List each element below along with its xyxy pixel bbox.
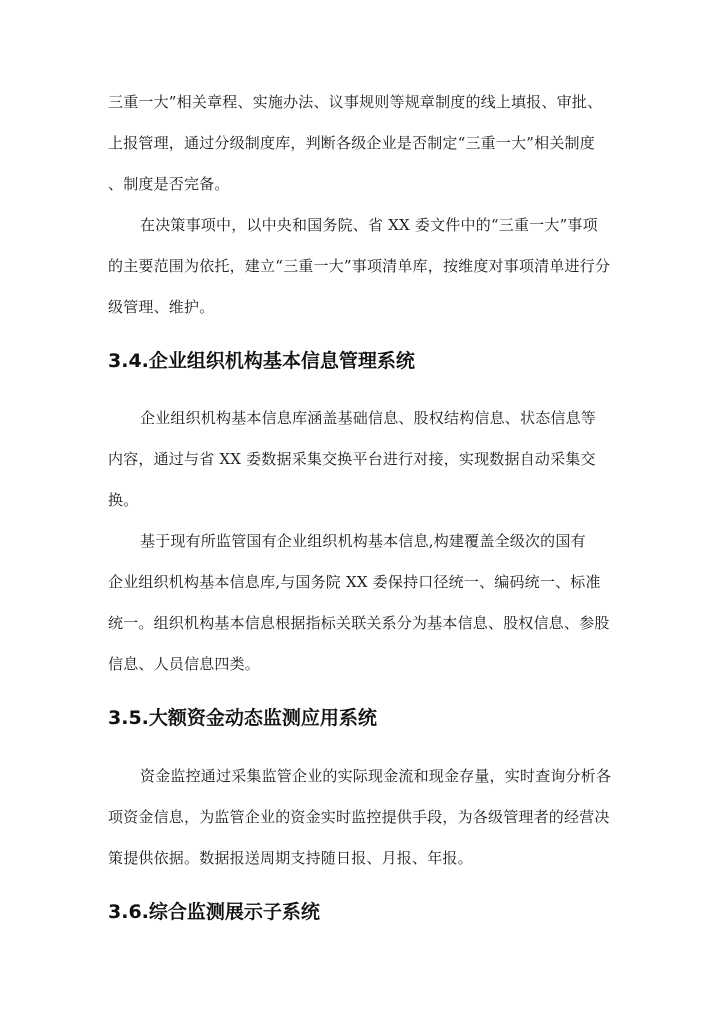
paragraph-line: 统一。组织机构基本信息根据指标关联关系分为基本信息、股权信息、参股 (108, 614, 610, 632)
paragraph-line: 项资金信息，为监管企业的资金实时监控提供手段，为各级管理者的经营决 (108, 808, 610, 826)
paragraph-line: 、制度是否完备。 (108, 175, 230, 193)
section-heading-3-5: 3.5.大额资金动态监测应用系统 (108, 707, 377, 729)
paragraph-line: 策提供依据。数据报送周期支持随日报、月报、年报。 (108, 849, 473, 867)
paragraph-line: 三重一大”相关章程、实施办法、议事规则等规章制度的线上填报、审批、 (108, 93, 603, 111)
paragraph-line: 信息、人员信息四类。 (108, 655, 261, 673)
paragraph-line: 上报管理，通过分级制度库，判断各级企业是否制定“三重一大”相关制度 (108, 134, 595, 152)
section-heading-3-6: 3.6.综合监测展示子系统 (108, 901, 320, 923)
paragraph-line: 企业组织机构基本信息库,与国务院 XX 委保持口径统一、编码统一、标准 (108, 573, 601, 591)
paragraph-line: 基于现有所监管国有企业组织机构基本信息,构建覆盖全级次的国有 (140, 532, 586, 550)
paragraph-line: 企业组织机构基本信息库涵盖基础信息、股权结构信息、状态信息等 (140, 409, 597, 427)
paragraph-line: 换。 (108, 491, 139, 509)
paragraph-line: 内容，通过与省 XX 委数据采集交换平台进行对接，实现数据自动采集交 (108, 450, 596, 468)
paragraph-line: 在决策事项中，以中央和国务院、省 XX 委文件中的“三重一大”事项 (140, 216, 598, 234)
section-heading-3-4: 3.4.企业组织机构基本信息管理系统 (108, 350, 415, 372)
paragraph-line: 级管理、维护。 (108, 298, 215, 316)
paragraph-line: 资金监控通过采集监管企业的实际现金流和现金存量，实时查询分析各 (140, 767, 612, 785)
paragraph-line: 的主要范围为依托，建立“三重一大”事项清单库，按维度对事项清单进行分 (108, 257, 611, 275)
